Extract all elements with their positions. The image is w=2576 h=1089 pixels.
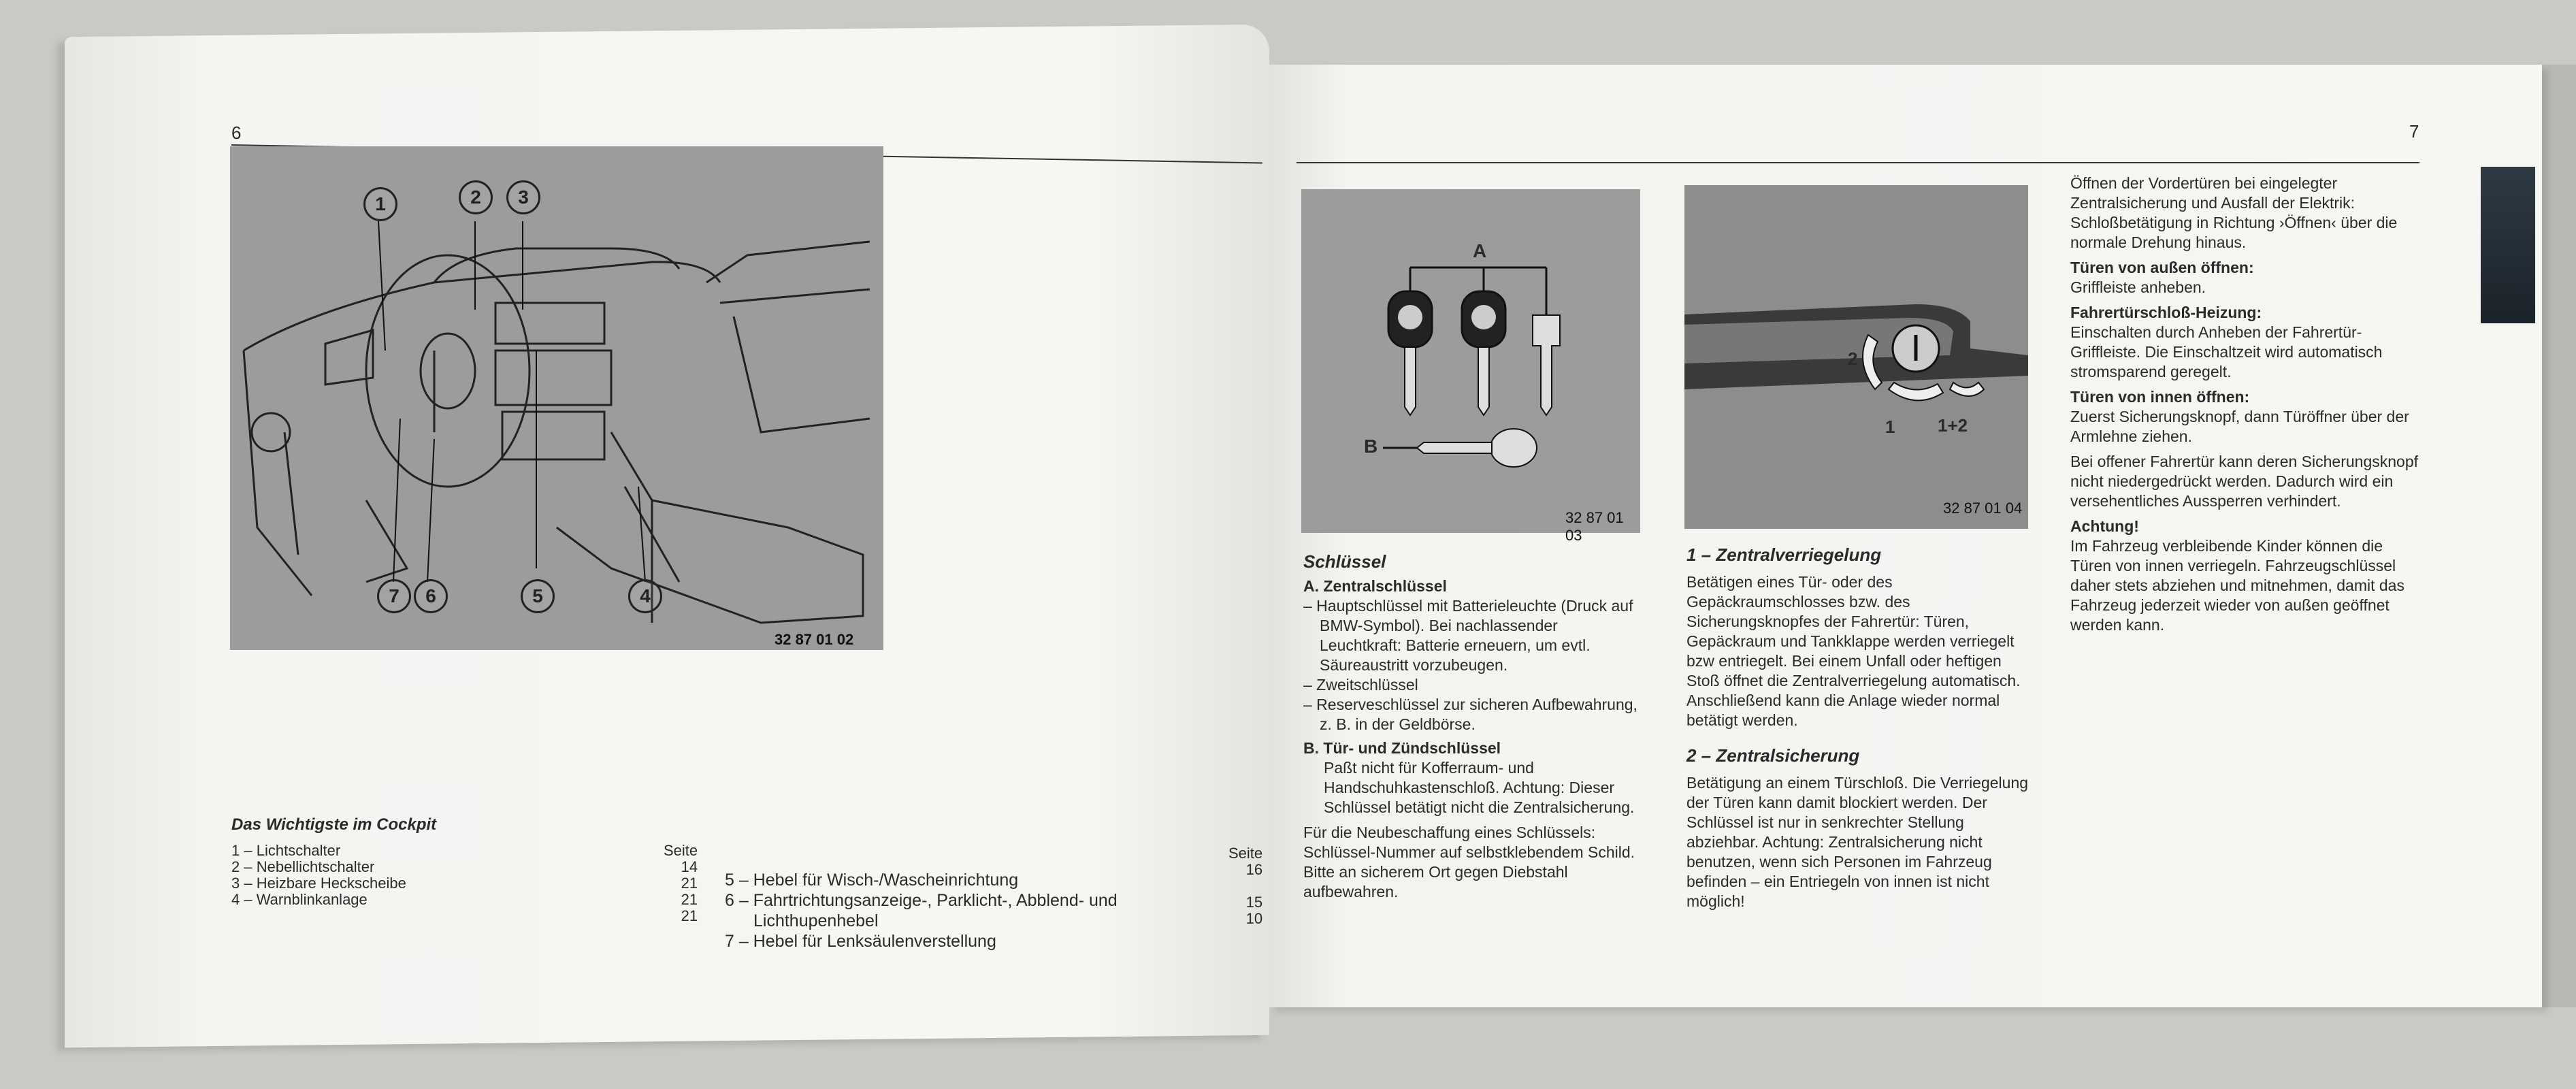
legend-right-list xyxy=(725,870,1201,952)
legend-item: 4 – Warnblinkanlage xyxy=(231,891,368,908)
legend-page: 15 xyxy=(1245,894,1263,911)
callout-5: 5 xyxy=(521,579,555,613)
keys-section xyxy=(1303,551,1644,902)
legend-item: 1 – Lichtschalter xyxy=(231,842,341,859)
subheading: Achtung! xyxy=(2070,517,2139,535)
legend-left-list xyxy=(231,843,517,908)
label-b: B xyxy=(1364,436,1378,457)
legend-item: 5 – Hebel für Wisch-/Wascheinrichtung xyxy=(725,871,1019,890)
table-background xyxy=(2542,65,2576,1007)
label-1-plus-2: 1+2 xyxy=(1938,415,1968,436)
paragraph: Betätigen eines Tür- oder des Gepäckraumschlosses bzw. des Sicherungsknopfes der Fahrertür: Türen, Gepäckraum und Tankklappe werden verriegelt bzw entriegelt. Bei einem Unfall oder heftigen Stoß öffnet die Zentralverriegelung automatisch. Anschließend kann die Anlage wieder normal betätigt werden. xyxy=(1686,573,2021,729)
cockpit-illustration xyxy=(230,146,883,650)
legend-page: 21 xyxy=(681,907,698,924)
keys-drawing xyxy=(1301,189,1640,533)
callout-6: 6 xyxy=(414,579,448,613)
legend-item: 7 – Hebel für Lenksäulenverstellung xyxy=(725,932,996,951)
legend-item: 6 – Fahrtrichtungsanzeige-, Parklicht-, Abblend- und Lichthupenhebel xyxy=(725,891,1118,930)
label-a: A xyxy=(1473,240,1487,261)
right-header-rule xyxy=(1297,162,2419,163)
paragraph: Öffnen der Vordertüren bei eingelegter Zentralsicherung und Ausfall der Elektrik: Schloßbetätigung in Richtung ›Öffnen‹ über die normale Drehung hinaus. xyxy=(2070,174,2398,251)
thumb-index-tab xyxy=(2481,167,2535,323)
paragraph: Für die Neubeschaffung eines Schlüssels: Schlüssel-Nummer auf selbstklebendem Schild. Bitte an sicherem Ort gegen Diebstahl aufbewahren. xyxy=(1303,824,1635,900)
callout-1: 1 xyxy=(363,187,397,221)
label-2: 2 xyxy=(1848,348,1858,369)
legend-page: 16 xyxy=(1245,861,1263,878)
section-title: Schlüssel xyxy=(1303,551,1386,572)
figure-code: 32 87 01 02 xyxy=(775,631,854,648)
seite-label: Seite xyxy=(1228,845,1263,862)
legend-item: 3 – Heizbare Heckscheibe xyxy=(231,875,406,892)
locking-section xyxy=(1686,544,2034,911)
paragraph: Im Fahrzeug verbleibende Kinder können die Türen von innen verriegeln. Fahrzeugschlüssel daher stets abziehen und mitnehmen, damit das Fahrzeug jederzeit wieder von außen geöffnet werden kann. xyxy=(2070,537,2404,634)
list-item: – Reserveschlüssel zur sicheren Aufbewahrung, z. B. in der Geldbörse. xyxy=(1303,696,1637,733)
subheading: A. Zentralschlüssel xyxy=(1303,577,1447,595)
paragraph: Zuerst Sicherungsknopf, dann Türöffner über der Armlehne ziehen. xyxy=(2070,408,2409,445)
label-1: 1 xyxy=(1885,417,1895,437)
paragraph: Bei offener Fahrertür kann deren Sicherungsknopf nicht niedergedrückt werden. Dadurch wird ein versehentliches Aussperren verhindert. xyxy=(2070,453,2418,510)
door-opening-section xyxy=(2070,174,2424,635)
callout-7: 7 xyxy=(377,579,411,613)
legend-page: 21 xyxy=(681,875,698,892)
cockpit-drawing xyxy=(230,146,883,650)
legend-item: 2 – Nebellichtschalter xyxy=(231,858,375,875)
paragraph: Betätigung an einem Türschloß. Die Verriegelung der Türen kann damit blockiert werden. Der Schlüssel ist nur in senkrechter Stellung abziehbar. Achtung: Zentralsicherung nicht benutzen, wenn sich Personen im Fahrzeug befinden – ein Entriegeln von innen ist nicht möglich! xyxy=(1686,774,2029,910)
callout-2: 2 xyxy=(459,180,493,214)
right-page-number: 7 xyxy=(2409,121,2419,142)
legend-title: Das Wichtigste im Cockpit xyxy=(231,815,437,834)
left-page-number: 6 xyxy=(231,123,242,143)
subheading: Türen von außen öffnen: xyxy=(2070,259,2254,276)
legend-page: 14 xyxy=(681,858,698,875)
subheading: B. Tür- und Zündschlüssel xyxy=(1303,739,1501,757)
legend-page: 10 xyxy=(1245,910,1263,927)
legend-left-pages xyxy=(664,843,698,924)
list-item: – Hauptschlüssel mit Batterieleuchte (Druck auf BMW-Symbol). Bei nachlassender Leuchtkraft: Batterie erneuern, um evtl. Säureaustritt vorzubeugen. xyxy=(1303,597,1633,674)
paragraph: Paßt nicht für Kofferraum- und Handschuhkastenschloß. Achtung: Dieser Schlüssel betätigt nicht die Zentralsicherung. xyxy=(1324,759,1635,816)
legend-page: 21 xyxy=(681,891,698,908)
legend-right-pages xyxy=(1228,845,1262,927)
seite-label: Seite xyxy=(664,842,698,859)
callout-3: 3 xyxy=(506,180,540,214)
list-item: – Zweitschlüssel xyxy=(1303,676,1418,694)
subheading: Fahrertürschloß-Heizung: xyxy=(2070,304,2262,321)
section-title: 2 – Zentralsicherung xyxy=(1686,745,1860,766)
callout-4: 4 xyxy=(628,579,662,613)
paragraph: Griffleiste anheben. xyxy=(2070,278,2206,296)
figure-code: 32 87 01 04 xyxy=(1943,500,2023,517)
keys-illustration xyxy=(1301,189,1640,544)
door-lock-illustration xyxy=(1684,185,2028,529)
figure-code: 32 87 01 03 xyxy=(1565,509,1624,544)
paragraph: Einschalten durch Anheben der Fahrertür-Griffleiste. Die Einschaltzeit wird automatisch stromsparend geregelt. xyxy=(2070,323,2383,380)
subheading: Türen von innen öffnen: xyxy=(2070,388,2250,406)
section-title: 1 – Zentralverriegelung xyxy=(1686,544,1882,565)
